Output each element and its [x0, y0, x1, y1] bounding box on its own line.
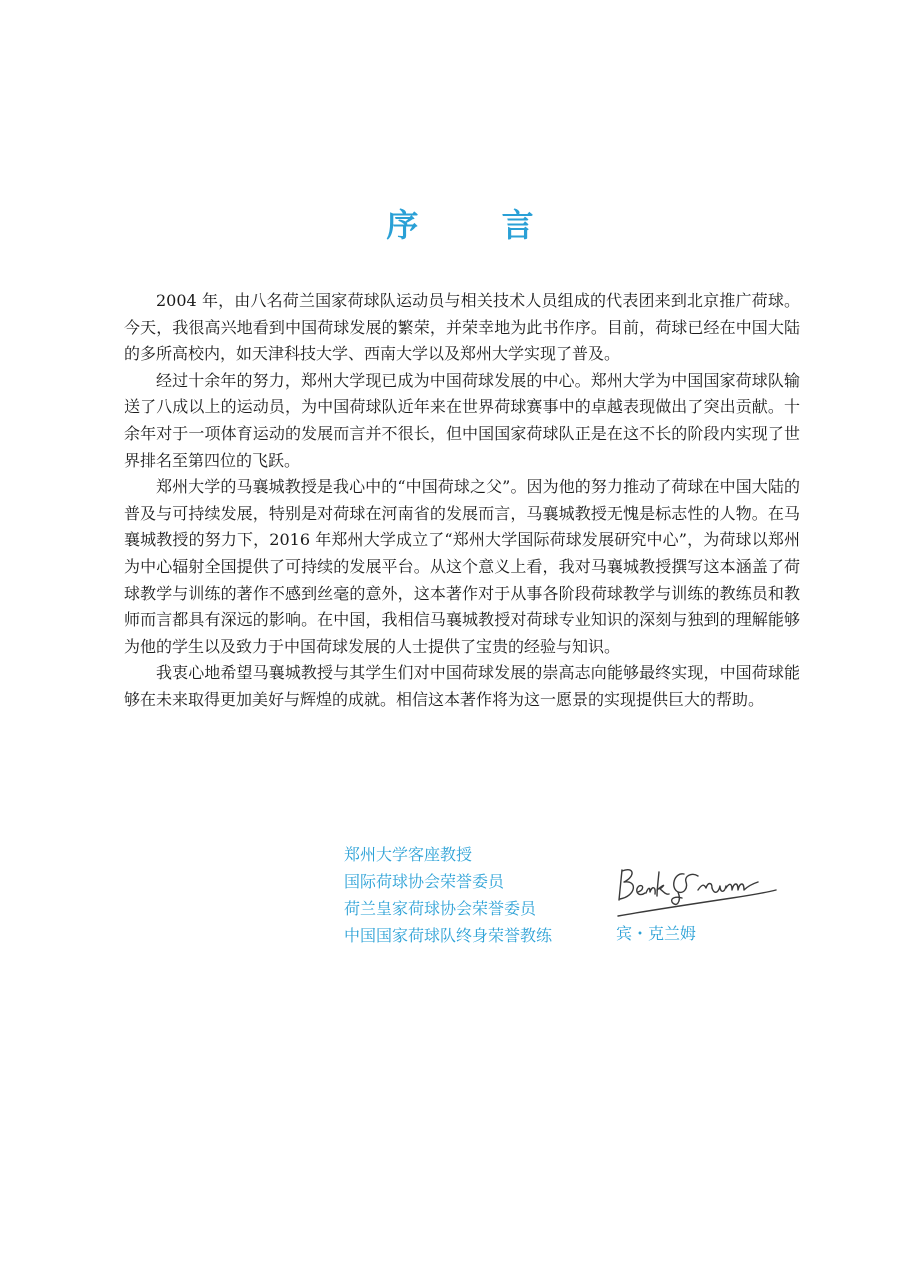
author-name: 宾・克兰姆: [616, 924, 697, 943]
handwritten-signature: [612, 862, 782, 924]
page-title: 序 言: [386, 206, 570, 244]
author-title: 荷兰皇家荷球协会荣誉委员: [344, 899, 537, 918]
author-title: 国际荷球协会荣誉委员: [344, 872, 505, 891]
author-title: 中国国家荷球队终身荣誉教练: [344, 926, 553, 945]
author-titles: [344, 841, 552, 949]
author-title: 郑州大学客座教授: [344, 845, 473, 864]
paragraph: 我衷心地希望马襄城教授与其学生们对中国荷球发展的崇高志向能够最终实现，中国荷球能够在未来取得更加美好与辉煌的成就。相信这本著作将为这一愿景的实现提供巨大的帮助。: [124, 663, 800, 709]
paragraph: 郑州大学的马襄城教授是我心中的“中国荷球之父”。因为他的努力推动了荷球在中国大陆的普及与可持续发展，特别是对荷球在河南省的发展而言，马襄城教授无愧是标志性的人物。在马襄城教授的努力下，2016 年郑州大学成立了“郑州大学国际荷球发展研究中心”，为荷球以郑州为中心辐射全国提供了可持续的发展平台。从这个意义上看，我对马襄城教授撰写这本涵盖了荷球教学与训练的著作不感到丝毫的意外，这本著作对于从事各阶段荷球教学与训练的教练员和教师而言都具有深远的影响。在中国，我相信马襄城教授对荷球专业知识的深刻与独到的理解能够为他的学生以及致力于中国荷球发展的人士提供了宝贵的经验与知识。: [124, 477, 800, 656]
paragraph: 经过十余年的努力，郑州大学现已成为中国荷球发展的中心。郑州大学为中国国家荷球队输送了八成以上的运动员，为中国荷球队近年来在世界荷球赛事中的卓越表现做出了突出贡献。十余年对于一项体育运动的发展而言并不很长，但中国国家荷球队正是在这不长的阶段内实现了世界排名至第四位的飞跃。: [124, 370, 800, 470]
preface-body: [124, 288, 800, 714]
paragraph: 2004 年，由八名荷兰国家荷球队运动员与相关技术人员组成的代表团来到北京推广荷球。今天，我很高兴地看到中国荷球发展的繁荣，并荣幸地为此书作序。目前，荷球已经在中国大陆的多所高校内，如天津科技大学、西南大学以及郑州大学实现了普及。: [124, 291, 800, 364]
